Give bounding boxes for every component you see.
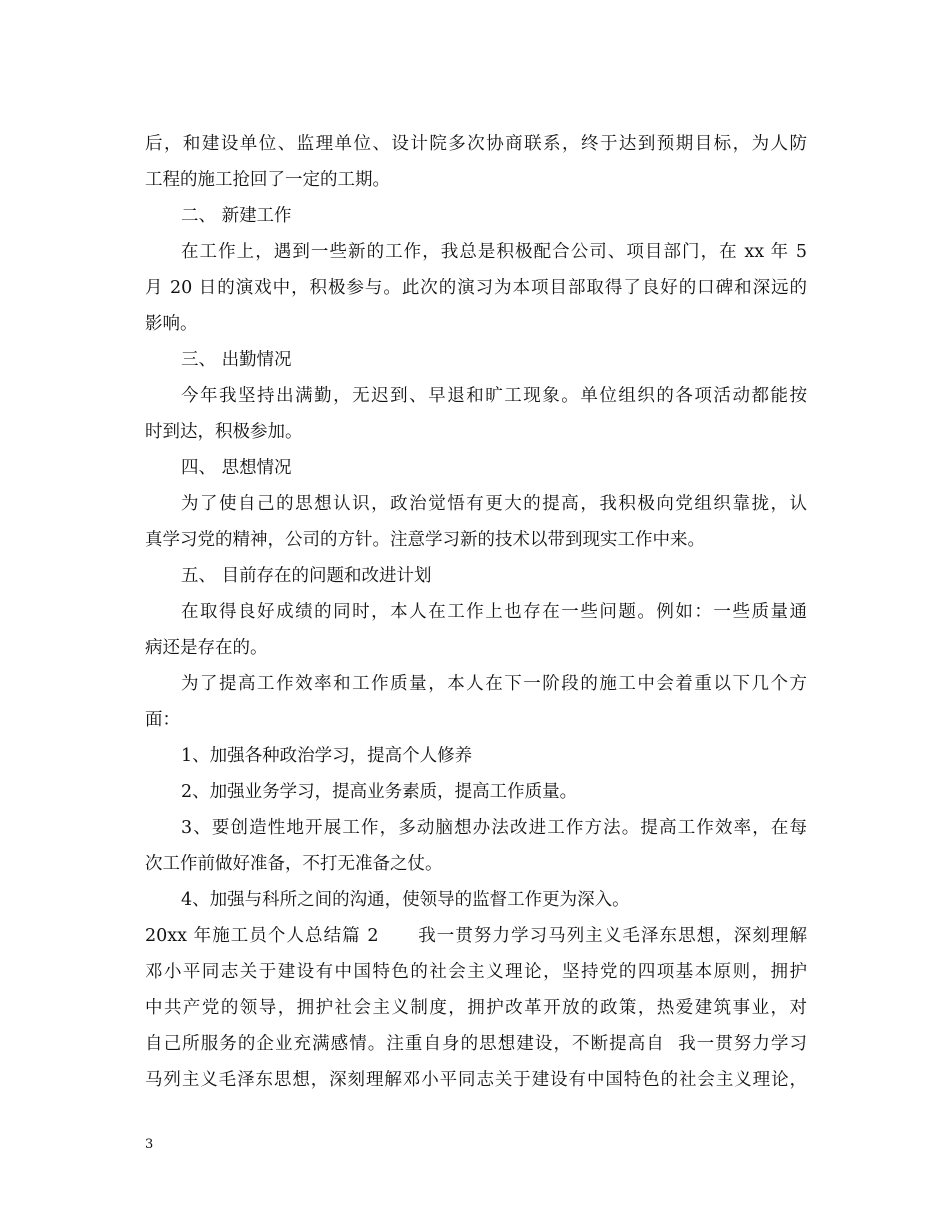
- text-line: 影响。: [145, 314, 198, 334]
- list-item: 2、加强业务学习，提高业务素质，提高工作质量。: [181, 782, 578, 802]
- document-body: [145, 126, 807, 1098]
- text-line: 真学习党的精神，公司的方针。注意学习新的技术以带到现实工作中来。: [145, 530, 705, 550]
- section-heading-problems: 五、 目前存在的问题和改进计划: [181, 566, 432, 586]
- text-line: 时到达，积极参加。: [145, 422, 303, 442]
- text-line: 次工作前做好准备，不打无准备之仗。: [145, 854, 443, 874]
- list-item: 1、加强各种政治学习，提高个人修养: [181, 746, 473, 766]
- text-line: 月 20 日的演戏中，积极参与。此次的演习为本项目部取得了良好的口碑和深远的: [145, 278, 807, 298]
- text-line: 在取得良好成绩的同时，本人在工作上也存在一些问题。例如：一些质量通: [181, 602, 807, 622]
- text-line: 邓小平同志关于建设有中国特色的社会主义理论，坚持党的四项基本原则，拥护: [145, 962, 807, 982]
- text-line: 自己所服务的企业充满感情。注重自身的思想建设，不断提高自 我一贯努力学习: [145, 1034, 807, 1054]
- text-line: 今年我坚持出满勤，无迟到、早退和旷工现象。单位组织的各项活动都能按: [181, 386, 807, 406]
- section-heading-new-work: 二、 新建工作: [181, 206, 292, 226]
- section-heading-thinking: 四、 思想情况: [181, 458, 292, 478]
- text-line: 在工作上，遇到一些新的工作，我总是积极配合公司、项目部门，在 xx 年 5: [181, 242, 807, 262]
- text-line: 后，和建设单位、监理单位、设计院多次协商联系，终于达到预期目标，为人防: [145, 134, 807, 154]
- text-line: 中共产党的领导，拥护社会主义制度，拥护改革开放的政策，热爱建筑事业，对: [145, 998, 807, 1018]
- text-line: 20xx 年施工员个人总结篇 2 我一贯努力学习马列主义毛泽东思想，深刻理解: [145, 926, 807, 946]
- text-line: 工程的施工抢回了一定的工期。: [145, 170, 390, 190]
- text-line: 为了提高工作效率和工作质量，本人在下一阶段的施工中会着重以下几个方: [181, 674, 807, 694]
- section-heading-attendance: 三、 出勤情况: [181, 350, 292, 370]
- text-line: 面：: [145, 710, 180, 730]
- page-number: 3: [145, 1137, 154, 1152]
- text-line: 马列主义毛泽东思想，深刻理解邓小平同志关于建设有中国特色的社会主义理论，: [145, 1070, 807, 1090]
- list-item: 3、要创造性地开展工作，多动脑想办法改进工作方法。提高工作效率，在每: [181, 818, 807, 838]
- list-item: 4、加强与科所之间的沟通，使领导的监督工作更为深入。: [181, 890, 630, 910]
- text-line: 为了使自己的思想认识，政治觉悟有更大的提高，我积极向党组织靠拢，认: [181, 494, 807, 514]
- text-line: 病还是存在的。: [145, 638, 268, 658]
